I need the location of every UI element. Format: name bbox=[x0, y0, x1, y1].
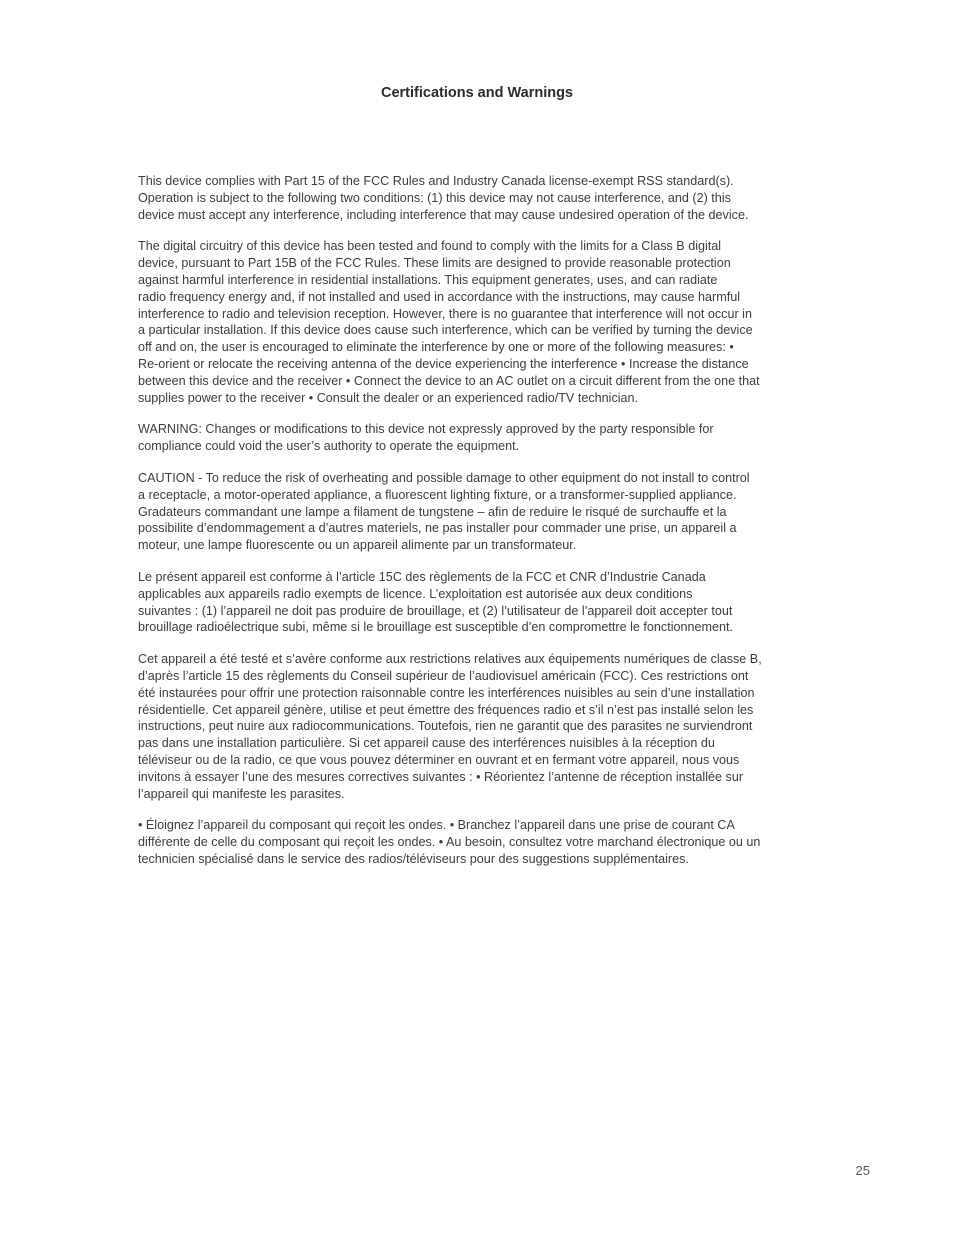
french-class-b-paragraph: Cet appareil a été testé et s’avère conforme aux restrictions relatives aux équipements numériques de classe B, d’après l’article 15 des règlements du Conseil supérieur de l’audiovisuel américain (FCC). Ces restrictions ont été instaurées pour offrir une protection raisonnable contre les interférences nuisibles au sein d’une installation résidentielle. Cet appareil génère, utilise et peut émettre des fréquences radio et s’il n’est pas installé selon les instructions, peut nuire aux radiocommunications. Toutefois, rien ne garantit que des parasites ne surviendront pas dans une installation particulière. Si cet appareil cause des interférences nuisibles à la réception du téléviseur ou de la radio, ce que vous pouvez déterminer en ouvrant et en fermant votre appareil, nous vous invitons à essayer l’une des mesures correctives suivantes : • Réorientez l’antenne de réception installée sur l’appareil qui manifeste les parasites. bbox=[138, 652, 762, 801]
warning-paragraph: WARNING: Changes or modifications to this device not expressly approved by the party responsible for compliance could void the user’s authority to operate the equipment. bbox=[138, 422, 714, 454]
page-title: Certifications and Warnings bbox=[380, 85, 573, 101]
french-compliance-paragraph: Le présent appareil est conforme à l’article 15C des règlements de la FCC et CNR d’Industrie Canada applicables aux appareils radio exempts de licence. L’exploitation est autorisée aux deux conditions suivantes : (1) l’appareil ne doit pas produire de brouillage, et (2) l’utilisateur de l’appareil doit accepter tout brouillage radioélectrique subi, même si le brouillage est susceptible d’en compromettre le fonctionnement. bbox=[138, 569, 734, 635]
class-b-digital-paragraph: The digital circuitry of this device has been tested and found to comply with the limits for a Class B digital device, pursuant to Part 15B of the FCC Rules. These limits are designed to provide reasonable protection against harmful interference in residential installations. This equipment generates, uses, and can radiate radio frequency energy and, if not installed and used in accordance with the instructions, may cause harmful interference to radio and television reception. However, there is no guarantee that interference will not occur in a particular installation. If this device does cause such interference, which can be verified by turning the device off and on, the user is encouraged to eliminate the interference by one or more of the following measures: • Re-orient or relocate the receiving antenna of the device experiencing the interference • Increase the distance between this device and the receiver • Connect the device to an AC outlet on a circuit different from the one that supplies power to the receiver • Consult the dealer or an experienced radio/TV technician. bbox=[138, 239, 760, 405]
document-body bbox=[138, 173, 818, 883]
page-number: 25 bbox=[855, 1163, 870, 1178]
caution-paragraph: CAUTION - To reduce the risk of overheating and possible damage to other equipment do not install to control a receptacle, a motor-operated appliance, a fluorescent lighting fixture, or a transformer-supplied appliance. Gradateurs commandant une lampe a filament de tungstene – afin de reduire le risqué de surchauffe et la possibilite d’endommagement a d’autres materiels, ne pas installer pour commader une prise, un appareil a moteur, une lampe fluorescente ou un appareil alimente par un transformateur. bbox=[138, 470, 750, 553]
french-measures-paragraph: • Éloignez l’appareil du composant qui reçoit les ondes. • Branchez l’appareil dans une prise de courant CA différente de celle du composant qui reçoit les ondes. • Au besoin, consultez votre marchand électronique ou un technicien spécialisé dans le service des radios/téléviseurs pour des suggestions supplémentaires. bbox=[138, 818, 761, 866]
fcc-compliance-paragraph: This device complies with Part 15 of the FCC Rules and Industry Canada license-exempt RSS standard(s). Operation is subject to the following two conditions: (1) this device may not cause interference, and (2) this device must accept any interference, including interference that may cause undesired operation of the device. bbox=[138, 174, 749, 222]
